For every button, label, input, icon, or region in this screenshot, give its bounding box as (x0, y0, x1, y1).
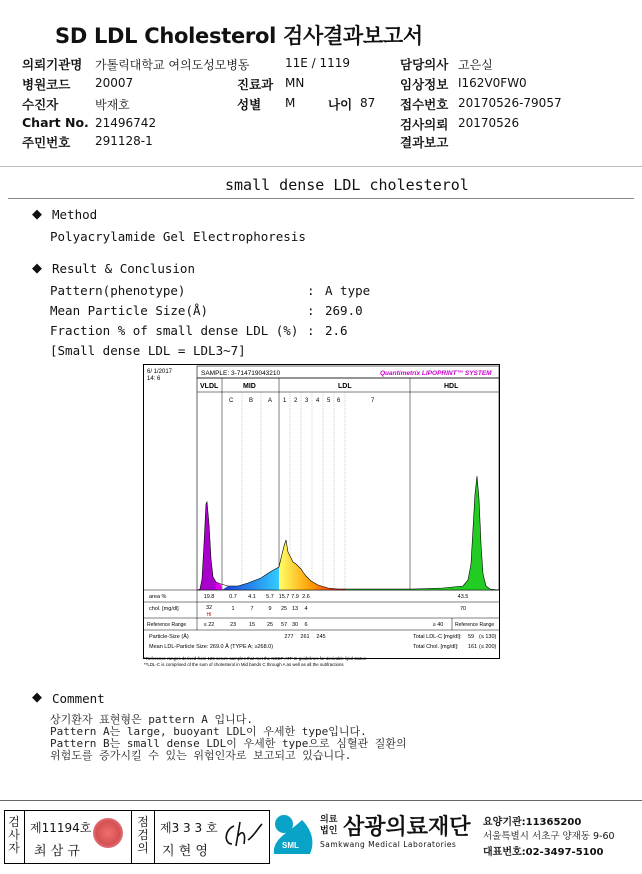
pattern-value: A type (325, 283, 371, 298)
result-note: [Small dense LDL = LDL3~7] (50, 343, 246, 358)
comment-heading: Comment (52, 691, 105, 706)
particle-size-value: 269.0 (325, 303, 363, 318)
sex-label: 성별 (237, 97, 262, 112)
hospital-code-label: 병원코드 (22, 77, 71, 92)
ward-value: 11E / 1119 (285, 56, 351, 70)
row-label-ref: Reference Range (147, 622, 187, 628)
comment-line-2: Pattern A는 large, buoyant LDL이 우세한 type입니다. (50, 725, 367, 738)
row-label-ref-right: Reference Range (455, 622, 495, 628)
method-heading: Method (52, 207, 98, 222)
header-divider (0, 166, 642, 167)
org-address: 서울특별시 서초구 양재동 9-60 (483, 831, 615, 842)
band-1: 1 (283, 398, 287, 404)
hospital-code-value: 20007 (95, 76, 134, 90)
ref-c: 23 (229, 622, 237, 628)
result-bullet-icon: ◆ (32, 261, 42, 276)
age-value: 87 (360, 96, 376, 110)
group-ldl: LDL (338, 383, 352, 390)
care-institution-id: 요양기관:11365200 (483, 817, 582, 828)
section-divider (8, 198, 634, 199)
report-title: SD LDL Cholesterol 검사결과보고서 (55, 24, 423, 48)
band-a: A (268, 398, 273, 404)
chol-vldl: 32 (205, 605, 213, 611)
request-value: 20170526 (458, 116, 520, 130)
particle-size-3: 245 (316, 634, 326, 640)
tester-seal-icon (93, 818, 123, 848)
total-ldl-label: Total LDL-C [mg/dl]: (413, 634, 462, 640)
fraction-label: Fraction % of small dense LDL (%) (50, 323, 299, 338)
approver-name: 지 현 영 (162, 844, 208, 859)
particle-size-1: 277 (284, 634, 294, 640)
area-hdl: 43.5 (457, 594, 469, 600)
chol-c: 1 (231, 606, 235, 612)
total-chol-label: Total Chol. [mg/dl]: (413, 644, 459, 650)
area-3: 2.6 (302, 594, 310, 600)
chart-time: 14: 6 (147, 376, 161, 382)
group-mid: MID (243, 383, 256, 390)
chart-brand: Quantimetrix LIPOPRINT™ SYSTEM (380, 370, 492, 377)
row-label-area: area % (149, 594, 167, 600)
particle-size-row-label: Particle-Size (Å) (149, 634, 189, 640)
band-5: 5 (327, 398, 331, 404)
chart-label: Chart No. (22, 115, 89, 130)
particle-size-label: Mean Particle Size(Å) (50, 303, 209, 318)
org-name: 삼광의료재단 (343, 815, 471, 840)
lipoprint-chart (143, 364, 500, 668)
band-3: 3 (305, 398, 309, 404)
org-english-name: Samkwang Medical Laboratories (320, 840, 457, 849)
area-c: 0.7 (229, 594, 237, 600)
dept-value: MN (285, 76, 305, 90)
org-prefix: 의료 법인 (320, 815, 338, 836)
area-1: 15.7 (278, 594, 290, 600)
sml-logo-text: SML (282, 841, 299, 850)
area-2: 7.9 (291, 594, 299, 600)
band-b: B (249, 398, 254, 404)
chol-hdl: 70 (459, 606, 467, 612)
section-title: small dense LDL cholesterol (225, 176, 469, 194)
patient-value: 박재호 (95, 98, 130, 112)
comment-bullet-icon: ◆ (32, 690, 42, 705)
ref-a: 25 (266, 622, 274, 628)
age-label: 나이 (328, 97, 353, 112)
total-chol-ref: (≤ 200) (479, 644, 497, 650)
institution-value: 가톨릭대학교 여의도성모병동 (95, 58, 250, 72)
fraction-colon: : (307, 323, 315, 338)
clinical-value: I162V0FW0 (458, 76, 527, 90)
ref-hdl: ≥ 40 (432, 622, 444, 628)
approver-license: 제3 3 3 호 (160, 821, 218, 835)
chart-footnote-1: *Reference ranges derived from 125 serum samples that met the NCEP ATP III guidelines for desirable lipid status (144, 656, 366, 661)
particle-size-2: 261 (300, 634, 310, 640)
ref-3: 6 (304, 622, 308, 628)
clinical-label: 임상정보 (400, 77, 449, 92)
footer-divider (0, 800, 642, 801)
pattern-colon: : (307, 283, 315, 298)
resident-label: 주민번호 (22, 135, 71, 150)
area-vldl: 19.8 (203, 594, 215, 600)
particle-size-colon: : (307, 303, 315, 318)
sex-value: M (285, 96, 296, 110)
method-text: Polyacrylamide Gel Electrophoresis (50, 229, 306, 244)
band-6: 6 (337, 398, 341, 404)
sml-logo-icon (270, 810, 320, 860)
tester-license: 제11194호 (30, 821, 92, 835)
area-b: 4.1 (248, 594, 256, 600)
band-7: 7 (371, 398, 375, 404)
chol-2: 13 (291, 606, 299, 612)
dept-label: 진료과 (237, 77, 274, 92)
ref-b: 15 (248, 622, 256, 628)
total-ldl-value: 59 (468, 634, 475, 640)
doctor-label: 담당의사 (400, 57, 449, 72)
chol-3: 4 (304, 606, 308, 612)
chart-footnote-2: **LDL-C is comprised of the sum of cholesterol in Mid bands C through A as well as all the subfractions (144, 662, 344, 667)
chart-value: 21496742 (95, 116, 157, 130)
mean-ldl-size: Mean LDL-Particle Size: 269.0 Å (TYPE A; ≥268.0) (149, 644, 274, 650)
comment-line-1: 상기환자 표현형은 pattern A 입니다. (50, 713, 253, 726)
band-c: C (229, 398, 234, 404)
area-a: 5.7 (266, 594, 274, 600)
chol-b: 7 (250, 606, 254, 612)
comment-line-4: 위험도를 증가시킬 수 있는 위험인자로 보고되고 있습니다. (50, 749, 352, 762)
total-chol-value: 161 (468, 644, 478, 650)
ref-vldl: ≤ 22 (203, 622, 215, 628)
chart-sample: SAMPLE: 3-714719043210 (201, 370, 281, 377)
chol-1: 25 (280, 606, 288, 612)
pattern-label: Pattern(phenotype) (50, 283, 186, 298)
result-heading: Result & Conclusion (52, 261, 195, 276)
ref-2: 30 (291, 622, 299, 628)
group-hdl: HDL (444, 383, 459, 390)
chart-date: 6/ 1/2017 (147, 369, 173, 375)
total-ldl-ref: (≤ 130) (479, 634, 497, 640)
org-phone: 대표번호:02-3497-5100 (483, 847, 604, 858)
tester-name: 최 삼 규 (34, 844, 80, 859)
approver-signature-icon (222, 818, 264, 850)
group-vldl: VLDL (200, 383, 219, 390)
request-label: 검사의뢰 (400, 117, 449, 132)
chol-flag-hi: HI (206, 612, 212, 618)
tester-vertical-label: 검 사 자 (8, 815, 20, 855)
doctor-value: 고은실 (458, 58, 493, 72)
ref-1: 57 (280, 622, 288, 628)
patient-label: 수진자 (22, 97, 59, 112)
method-bullet-icon: ◆ (32, 207, 42, 222)
approver-vertical-label: 점 검 의 (137, 815, 149, 855)
chol-a: 9 (268, 606, 272, 612)
report-label: 결과보고 (400, 135, 449, 150)
resident-value: 291128-1 (95, 134, 153, 148)
comment-line-3: Pattern B는 small dense LDL이 우세한 type으로 심혈관 질환의 (50, 737, 407, 750)
fraction-value: 2.6 (325, 323, 348, 338)
receipt-label: 접수번호 (400, 97, 449, 112)
receipt-value: 20170526-79057 (458, 96, 562, 110)
row-label-chol: chol. [mg/dl] (149, 606, 179, 612)
band-2: 2 (294, 398, 298, 404)
institution-label: 의뢰기관명 (22, 57, 83, 72)
band-4: 4 (316, 398, 320, 404)
